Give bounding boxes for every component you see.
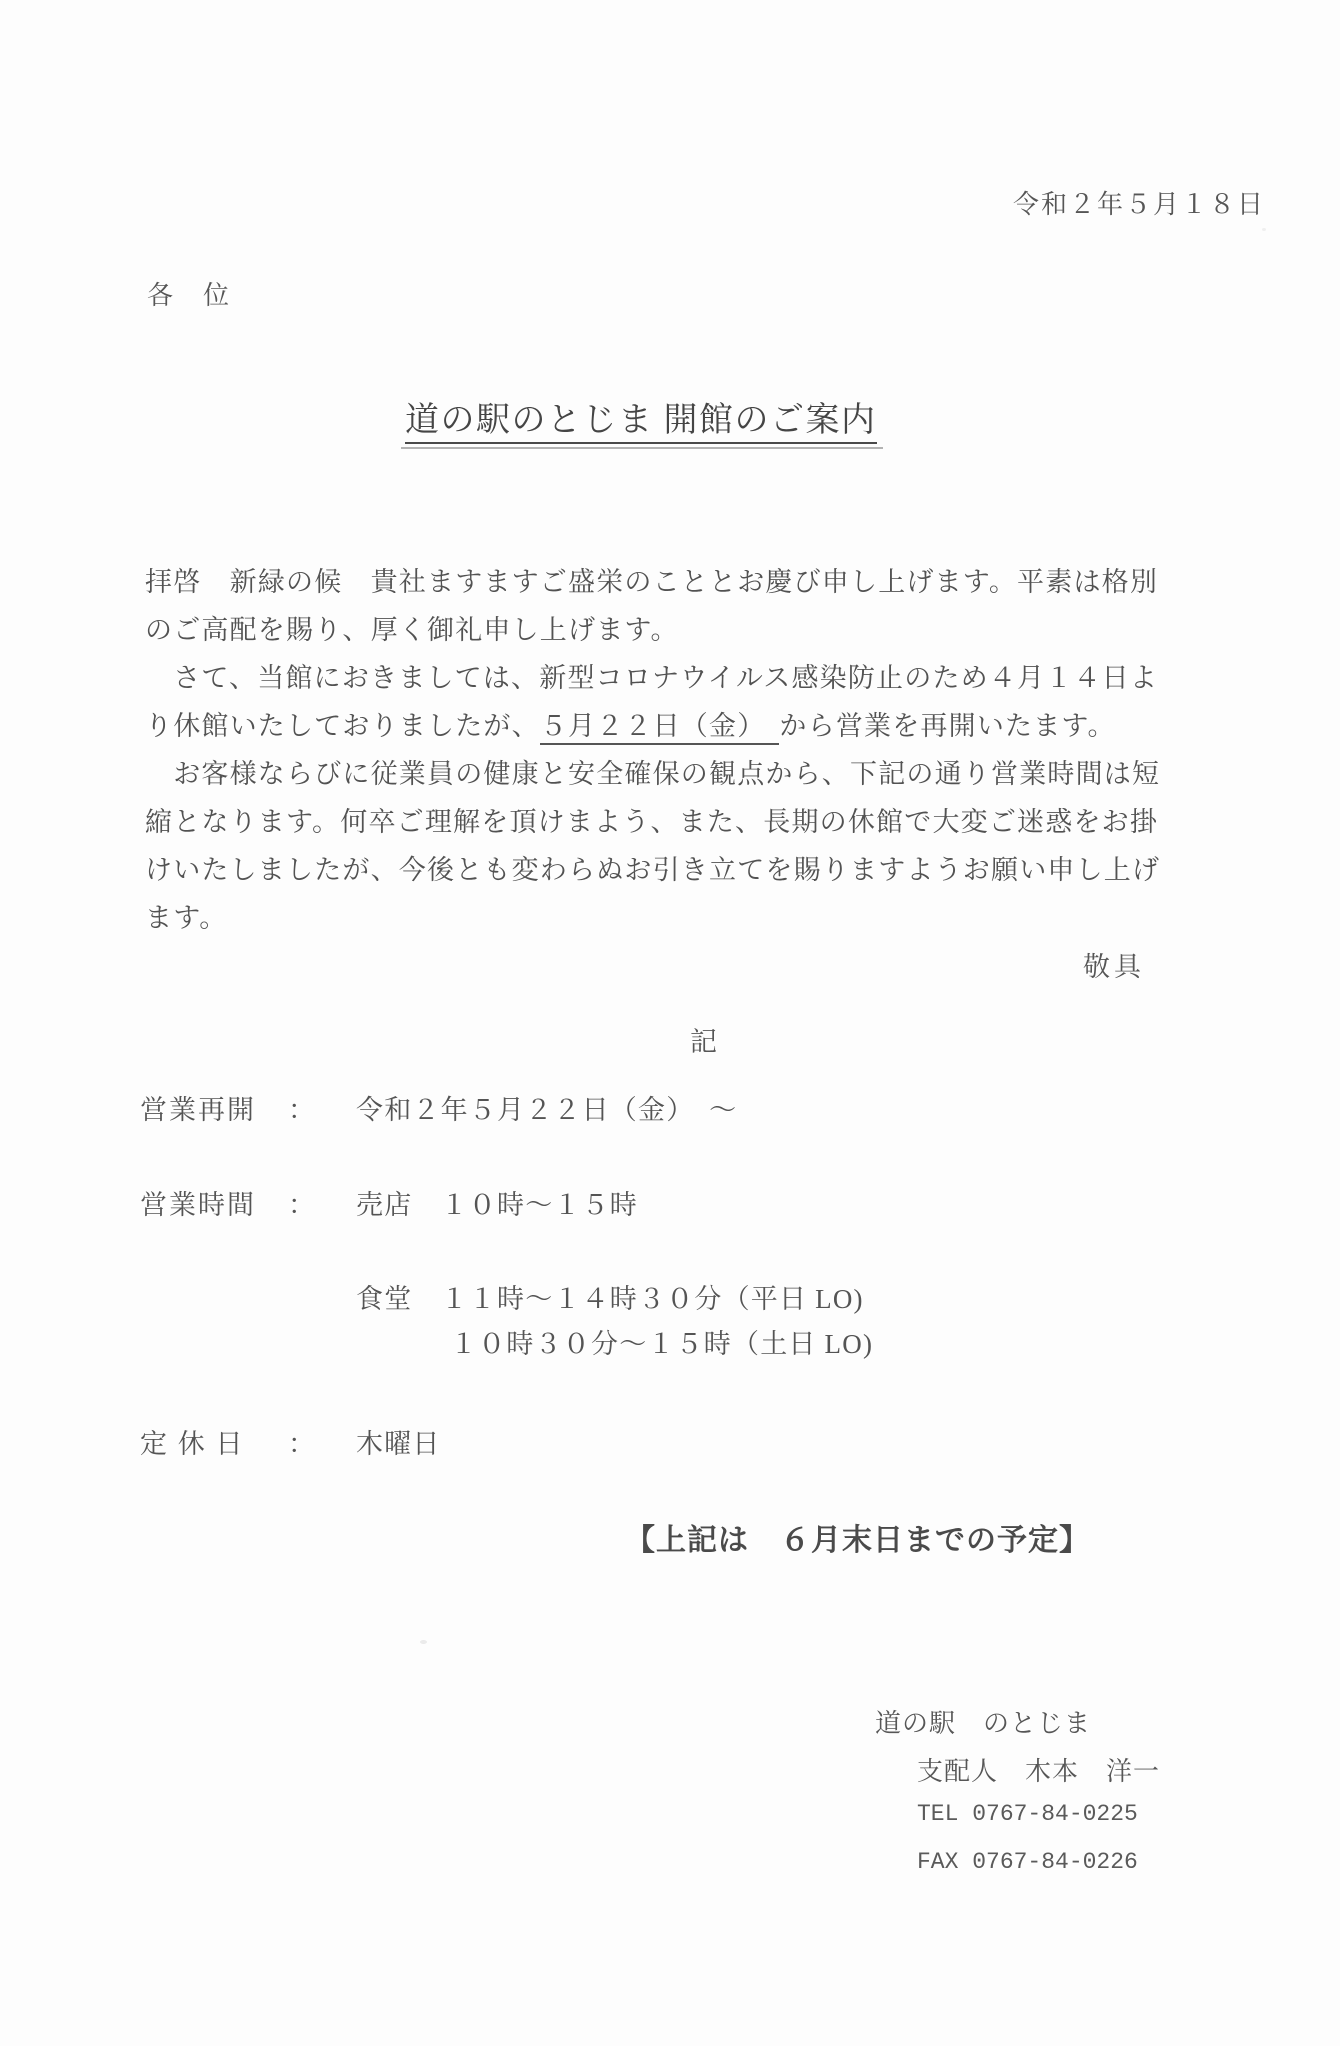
body-line-3: さて、当館におきましては、新型コロナウイルス感染防止のため４月１４日よ [145,663,1159,693]
signature-organization: 道の駅 のとじま [875,1709,1092,1738]
detail-colon-hours: ： [288,1190,317,1220]
detail-label-closed-day: 定 休 日 [140,1429,245,1459]
body-line-1: 拝啓 新緑の候 貴社ますますご盛栄のこととお慶び申し上げます。平素は格別 [145,567,1159,597]
letter-title [401,392,883,449]
signature-manager: 支配人 木本 洋一 [917,1757,1161,1786]
detail-value-closed-day: 木曜日 [356,1429,441,1459]
addressee: 各 位 [147,281,232,310]
body-line-4-post: から営業を再開いたます。 [779,711,1116,741]
closing-keigu: 敬具 [1083,952,1145,982]
detail-value-dining-weekday: 食堂 １１時～１４時３０分（平日 LO) [356,1284,864,1314]
detail-value-reopen: 令和２年５月２２日（金） ～ [356,1095,738,1125]
body-line-4-pre: り休館いたしておりましたが、 [145,711,540,741]
title-text: 道の駅のとじま 開館のご案内 [405,392,877,444]
detail-value-dining-weekend: １０時３０分～１５時（土日 LO) [450,1329,874,1359]
body-line-4 [145,704,1116,743]
signature-fax: FAX 0767-84-0226 [917,1849,1138,1875]
signature-tel: TEL 0767-84-0225 [917,1801,1138,1827]
detail-label-reopen: 営業再開 [140,1095,256,1125]
detail-value-shop-hours: 売店 １０時～１５時 [356,1190,638,1220]
detail-colon-reopen: ： [288,1095,317,1125]
detail-colon-closed-day: ： [288,1429,317,1459]
body-line-7: けいたしましたが、今後とも変わらぬお引き立てを賜りますようお願い申し上げ [145,855,1161,885]
reopen-date-underlined: ５月２２日（金） [540,711,780,745]
scan-artifact [420,1640,427,1644]
letter-date: 令和２年５月１８日 [1013,190,1266,219]
schedule-note: 【上記は ６月末日までの予定】 [625,1524,1090,1557]
scan-artifact [1262,228,1266,231]
body-line-6: 縮となります。何卒ご理解を頂けまよう、また、長期の休館で大変ご迷惑をお掛 [145,807,1159,837]
title-underline-shadow [401,392,883,449]
body-line-5: お客様ならびに従業員の健康と安全確保の観点から、下記の通り営業時間は短 [145,759,1161,789]
body-line-2: のご高配を賜り、厚く御礼申し上げます。 [145,615,679,645]
record-marker-ki: 記 [690,1027,719,1057]
detail-label-hours: 営業時間 [140,1190,256,1220]
body-line-8: ます。 [145,903,228,933]
